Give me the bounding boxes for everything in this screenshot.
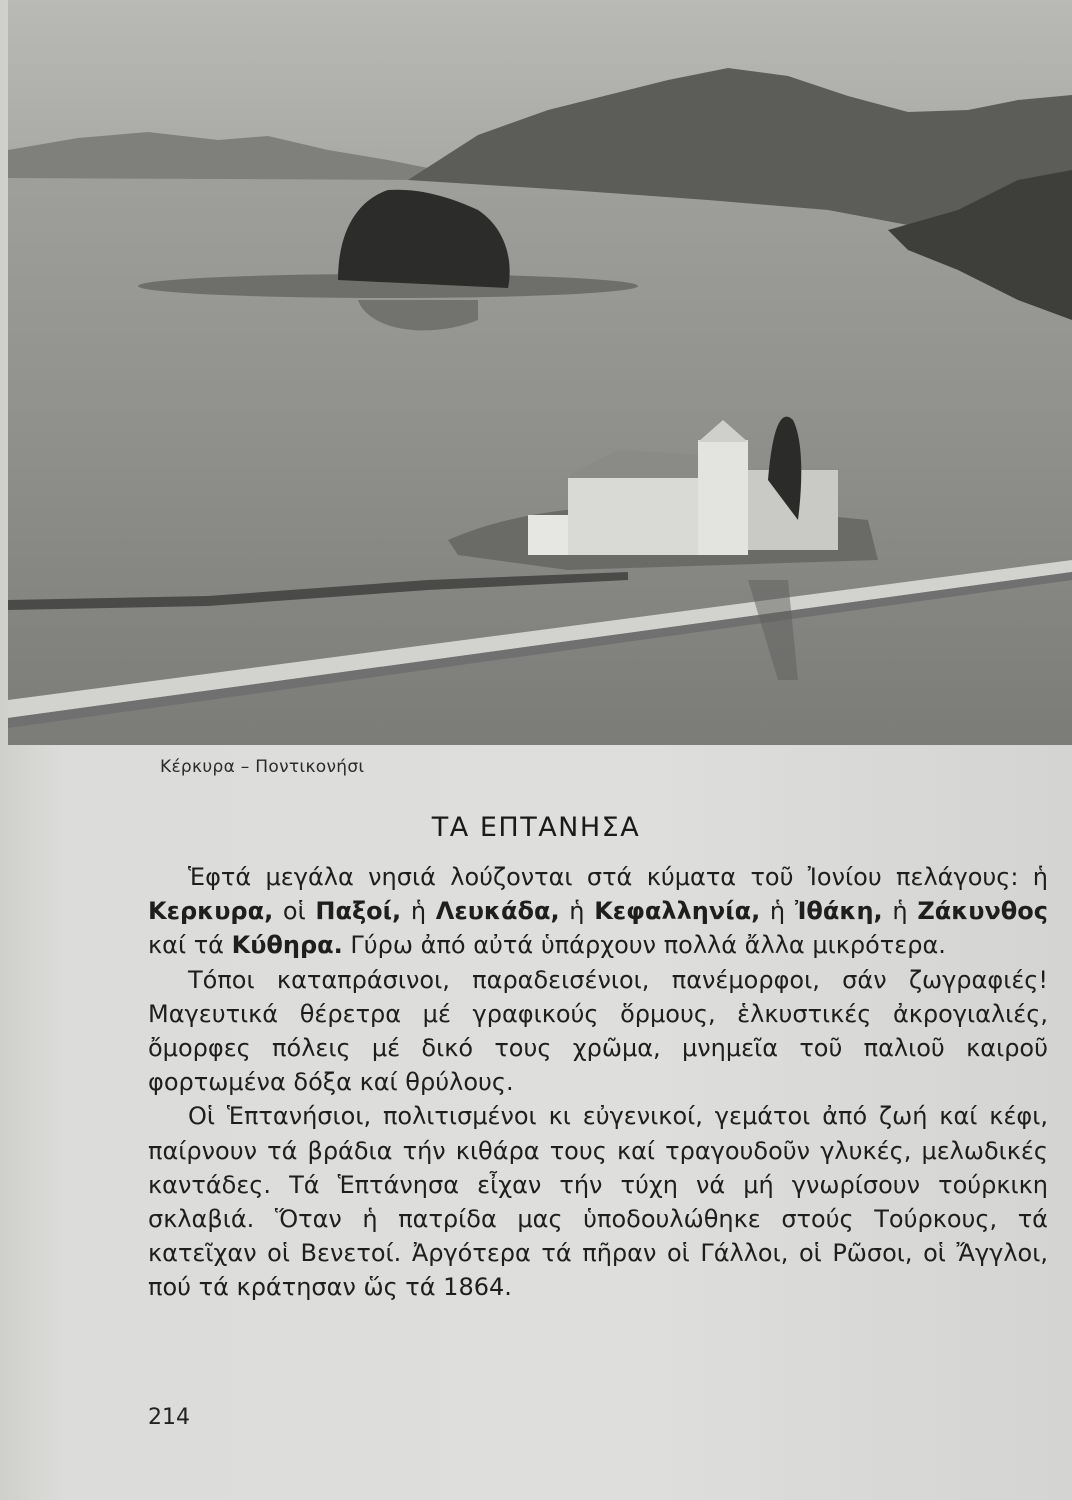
photo-pontikonisi xyxy=(8,0,1072,745)
separator: ἡ xyxy=(401,897,436,926)
island-kefallinia: Κεφαλληνία, xyxy=(594,897,761,926)
separator: καί τά xyxy=(148,931,232,960)
paragraph-history: Οἱ Ἑπτανήσιοι, πολιτισμένοι κι εὐγενικοί, γεμάτοι ἀπό ζωή καί κέφι, παίρνουν τά βράδια τήν κιθάρα τους καί τραγουδοῦν γλυκές, μελωδικές καντάδες. Τά Ἑπτάνησα εἶχαν τήν τύχη νά μή γνωρίσουν τούρκικη σκλαβιά. Ὅταν ἡ πατρίδα μας ὑποδουλώθηκε στούς Τούρκους, τά κατεῖχαν οἱ Βενετοί. Ἀργότερα τά πῆραν οἱ Γάλλοι, οἱ Ρῶσοι, οἱ Ἄγγλοι, πού τά κράτησαν ὥς τά 1864. xyxy=(148,1102,1048,1302)
island-zakynthos: Ζάκυνθος xyxy=(917,897,1049,926)
paragraph-intro: Ἑφτά μεγάλα νησιά λούζονται στά κύματα τοῦ Ἰονίου πελάγους: ἡ xyxy=(188,863,1048,891)
separator: ἡ xyxy=(882,897,918,926)
island-kythira: Κύθηρα. xyxy=(231,931,343,960)
separator: οἱ xyxy=(273,897,316,926)
paragraph-islands xyxy=(148,860,1048,963)
island-lefkada: Λευκάδα, xyxy=(435,897,560,926)
paragraph-outro: Γύρω ἀπό αὐτά ὑπάρχουν πολλά ἄλλα μικρότερα. xyxy=(342,931,946,960)
island-paxoi: Παξοί, xyxy=(315,897,402,926)
island-kerkyra: Κερκυρα, xyxy=(148,897,274,926)
chapter-title: ΤΑ ΕΠΤΑΝΗΣΑ xyxy=(431,812,641,843)
chapter-body xyxy=(148,860,1048,1305)
photo-caption: Κέρκυρα – Ποντικονήσι xyxy=(160,757,365,777)
island-ithaki: Ἰθάκη, xyxy=(794,897,883,926)
separator: ἡ xyxy=(760,897,795,926)
paragraph-landscape: Τόποι καταπράσινοι, παραδεισένιοι, πανέμορφοι, σάν ζωγραφιές! Μαγευτικά θέρετρα μέ γραφικούς ὅρμους, ἑλκυστικές ἀκρογιαλιές, ὄμορφες πόλεις μέ δικό τους χρῶμα, μνημεῖα τοῦ παλιοῦ καιροῦ φορτωμένα δόξα καί θρύλους. xyxy=(148,965,1048,1097)
page-number: 214 xyxy=(148,1405,190,1430)
separator: ἡ xyxy=(559,897,595,926)
